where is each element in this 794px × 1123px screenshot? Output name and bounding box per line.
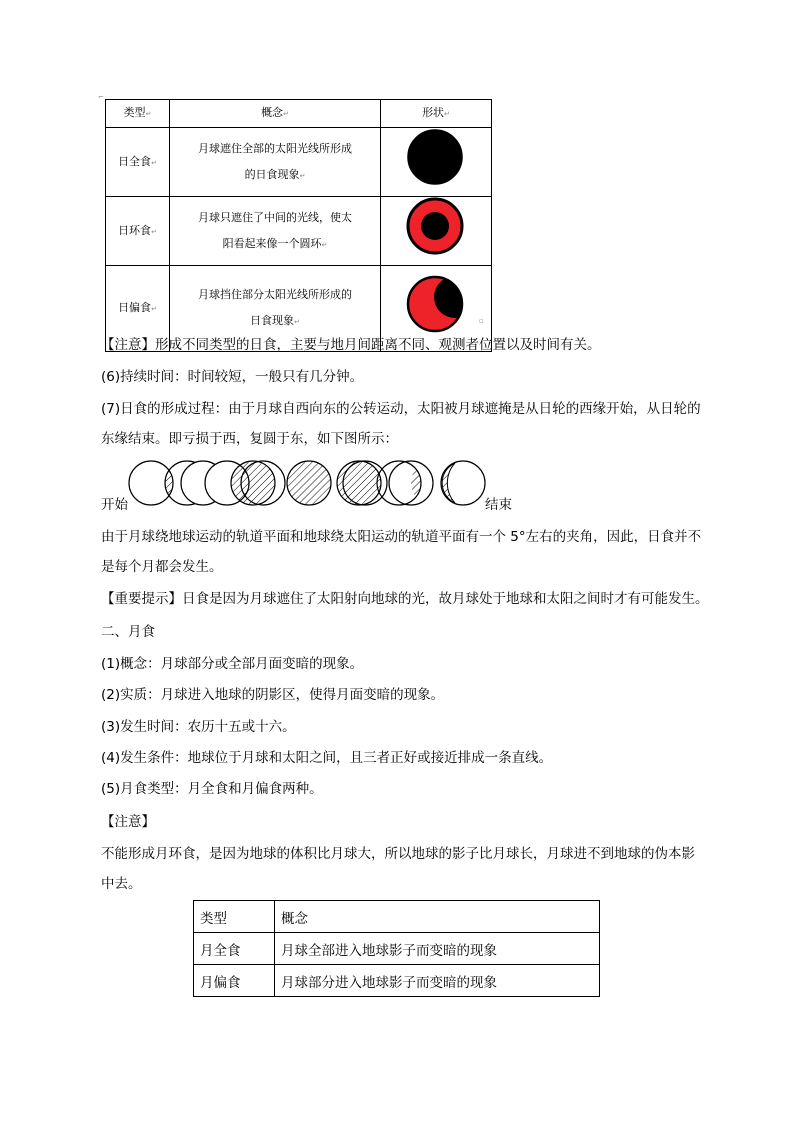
solar-eclipse-table [105, 99, 492, 352]
header-shape: 形状↵ [381, 100, 492, 128]
concept-line: 的日食现象↵ [244, 167, 306, 181]
total-eclipse-icon [381, 128, 491, 186]
partial-eclipse-icon [381, 266, 491, 341]
type-cell: 日偏食↵ [106, 266, 170, 352]
angle-paragraph-line2: 是每个月都会发生。 [101, 559, 223, 575]
lunar-essence: (2)实质：月球进入地球的阴影区，使得月面变暗的现象。 [101, 687, 445, 703]
process-paragraph-line1: (7)日食的形成过程：由于月球自西向东的公转运动，太阳被月球遮掩是从日轮的西缘开始，从日轮的 [101, 401, 701, 417]
concept-cell: 月球全部进入地球影子而变暗的现象 [275, 933, 600, 965]
lunar-concept: (1)概念：月球部分或全部月面变暗的现象。 [101, 656, 364, 672]
eclipse-sequence-diagram [125, 458, 490, 510]
note-heading: 【注意】 [101, 814, 155, 830]
table-row [194, 965, 600, 997]
shape-cell [381, 197, 492, 266]
angle-paragraph-line1: 由于月球绕地球运动的轨道平面和地球绕太阳运动的轨道平面有一个 5°左右的夹角，因此，日食并不 [101, 529, 702, 545]
annular-eclipse-icon [381, 197, 491, 255]
duration-paragraph: (6)持续时间：时间较短，一般只有几分钟。 [101, 369, 364, 385]
table-header-row [106, 100, 492, 128]
eclipse-phase-3 [231, 461, 285, 505]
concept-line: 月球挡住部分太阳光线所形成的 [198, 288, 352, 301]
lunar-condition: (4)发生条件：地球位于月球和太阳之间，且三者正好或接近排成一条直线。 [101, 750, 553, 766]
lunar-time: (3)发生时间：农历十五或十六。 [101, 719, 296, 735]
ring-paragraph-line2: 中去。 [101, 876, 142, 892]
table-header-row [194, 901, 600, 933]
lunar-types: (5)月食类型：月全食和月偏食两种。 [101, 781, 323, 797]
eclipse-phase-5 [337, 461, 387, 505]
end-label: 结束 [485, 497, 512, 513]
eclipse-phase-6 [377, 461, 433, 505]
header-concept: 概念↵ [170, 100, 381, 128]
ring-paragraph-line1: 不能形成月环食，是因为地球的体积比月球大，所以地球的影子比月球长，月球进不到地球的伪本影 [101, 846, 695, 862]
header-concept: 概念 [275, 901, 600, 933]
process-paragraph-line2: 东缘结束。即亏损于西，复圆于东，如下图所示： [101, 431, 398, 447]
eclipse-phase-4 [287, 461, 331, 505]
concept-cell: 月球部分进入地球影子而变暗的现象 [275, 965, 600, 997]
important-tip: 【重要提示】日食是因为月球遮住了太阳射向地球的光，故月球处于地球和太阳之间时才有可能发生。 [101, 591, 709, 607]
lunar-eclipse-table [193, 900, 600, 997]
table-row [106, 128, 492, 197]
shape-cell [381, 128, 492, 197]
concept-line: 日食现象↵ [250, 314, 300, 327]
lunar-heading: 二、月食 [101, 624, 155, 640]
type-cell: 月偏食 [194, 965, 275, 997]
eclipse-phase-7 [441, 461, 485, 505]
header-type: 类型 [194, 901, 275, 933]
concept-cell [170, 197, 381, 266]
table-row [194, 933, 600, 965]
concept-line: 阳看起来像一个圆环↵ [222, 236, 328, 250]
note-paragraph: 【注意】形成不同类型的日食，主要与地月间距离不同、观测者位置以及时间有关。 [101, 337, 601, 353]
header-type: 类型↵ [106, 100, 170, 128]
type-cell: 月全食 [194, 933, 275, 965]
type-cell: 日全食↵ [106, 128, 170, 197]
table-row [106, 197, 492, 266]
start-label: 开始 [101, 497, 128, 513]
type-cell: 日环食↵ [106, 197, 170, 266]
concept-line: 月球遮住全部的太阳光线所形成 [198, 141, 352, 155]
concept-cell [170, 128, 381, 197]
concept-line: 月球只遮住了中间的光线，使太 [198, 210, 352, 224]
